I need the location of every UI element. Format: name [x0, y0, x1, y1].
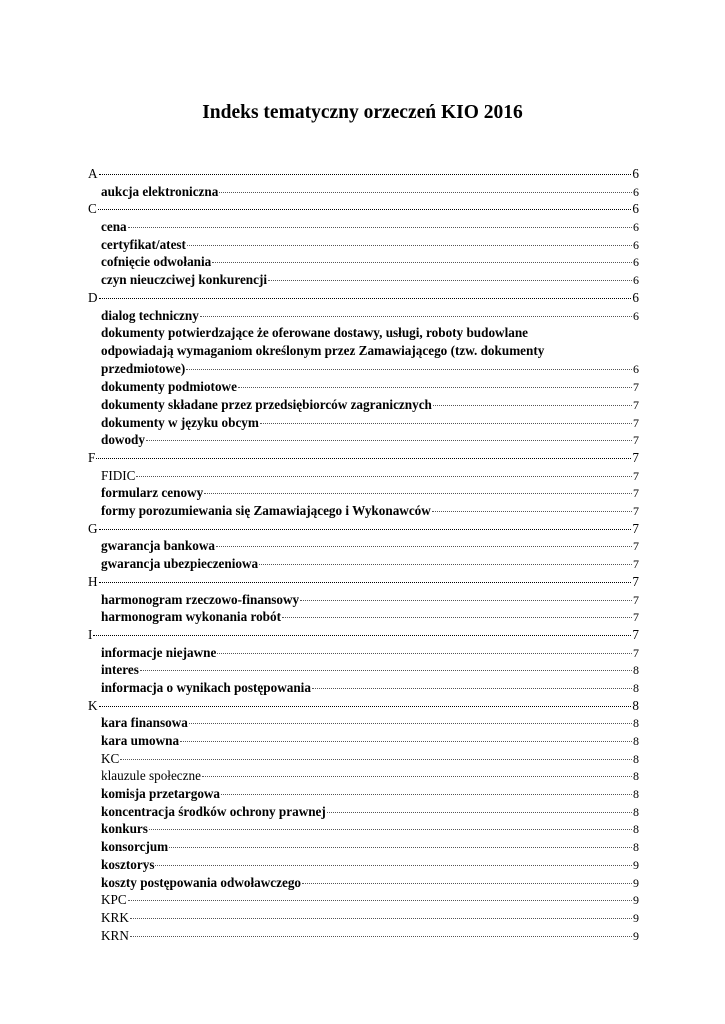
toc-page-number: 6 — [633, 308, 639, 323]
toc-entry[interactable] — [88, 891, 639, 909]
toc-letter-heading[interactable] — [88, 626, 639, 644]
toc-letter-label: F — [88, 450, 96, 466]
dot-leader — [187, 245, 632, 246]
toc-letter-label: A — [88, 166, 98, 181]
dot-leader — [149, 829, 632, 830]
toc-entry-label: dialog techniczny — [101, 307, 199, 323]
toc-entry-label: komisja przetargowa — [101, 786, 221, 802]
toc-entry-label: gwarancja ubezpieczeniowa — [101, 556, 259, 572]
toc-entry-label: dokumenty w języku obcym — [101, 414, 259, 430]
dot-leader — [136, 476, 632, 477]
toc-entry-label: gwarancja bankowa — [101, 538, 215, 554]
dot-leader — [432, 511, 632, 512]
toc-entry-label: certyfikat/atest — [101, 236, 186, 252]
toc-page-number: 7 — [633, 610, 639, 625]
dot-leader — [146, 440, 632, 441]
toc-page-number: 6 — [633, 361, 639, 376]
dot-leader — [98, 209, 632, 210]
toc-entry[interactable] — [88, 750, 639, 768]
toc-entry-label: KPC — [101, 892, 127, 908]
toc-entry-label: formularz cenowy — [101, 485, 204, 501]
toc-entry[interactable] — [88, 927, 639, 945]
toc-page-number: 6 — [632, 166, 639, 181]
dot-leader — [212, 262, 632, 263]
dot-leader — [217, 653, 632, 654]
toc-page-number: 7 — [633, 557, 639, 572]
dot-leader — [99, 298, 632, 299]
dot-leader — [180, 741, 632, 742]
dot-leader — [433, 405, 632, 406]
toc-entry-label: informacje niejawne — [101, 644, 217, 660]
toc-entry-label: harmonogram rzeczowo-finansowy — [101, 591, 300, 607]
toc-page-number: 6 — [633, 184, 639, 199]
toc-entry[interactable] — [88, 661, 639, 679]
dot-leader — [99, 529, 632, 530]
toc-entry[interactable] — [88, 218, 639, 236]
dot-leader — [99, 174, 632, 175]
toc-page-number: 7 — [632, 450, 639, 466]
toc-entry-label: informacja o wynikach postępowania — [101, 679, 311, 695]
toc-page-number: 7 — [633, 433, 639, 448]
toc-page-number: 7 — [633, 645, 639, 660]
toc-entry[interactable] — [88, 838, 639, 856]
dot-leader — [186, 369, 632, 370]
toc-entry[interactable] — [88, 714, 639, 732]
toc-entry[interactable] — [88, 785, 639, 803]
toc-entry[interactable] — [88, 537, 639, 555]
dot-leader — [312, 688, 632, 689]
toc-page-number: 9 — [633, 875, 639, 890]
toc-entry[interactable] — [88, 271, 639, 289]
toc-page-number: 7 — [632, 626, 639, 642]
toc-page-number: 7 — [633, 415, 639, 430]
toc-page-number: 6 — [633, 237, 639, 252]
toc-letter-heading[interactable] — [88, 165, 639, 183]
toc-entry[interactable] — [88, 324, 639, 378]
toc-entry-label-line: odpowiadają wymaganiom określonym przez Zamawiającego (tzw. dokumenty — [101, 342, 545, 358]
toc-entry-label-line: dokumenty potwierdzające że oferowane dostawy, usługi, roboty budowlane — [101, 325, 529, 341]
toc-page-number: 7 — [633, 504, 639, 519]
toc-page-number: 6 — [632, 289, 639, 305]
toc-page-number: 8 — [633, 804, 639, 819]
dot-leader — [268, 280, 632, 281]
toc-page-number: 8 — [633, 680, 639, 695]
toc-entry-label: dokumenty podmiotowe — [101, 379, 237, 395]
toc-entry-label: cena — [101, 219, 127, 235]
toc-letter-heading[interactable] — [88, 520, 639, 538]
toc-entry-label: kosztorys — [101, 856, 155, 872]
toc-entry-label: harmonogram wykonania robót — [101, 609, 282, 625]
toc-entry-label: kara finansowa — [101, 715, 188, 731]
dot-leader — [93, 635, 631, 636]
toc-page-number: 6 — [632, 201, 639, 217]
toc-letter-label: H — [88, 573, 98, 589]
toc-entry-label-line: przedmiotowe) — [101, 360, 186, 376]
toc-page-number: 7 — [633, 539, 639, 554]
toc-page-number: 8 — [633, 751, 639, 766]
toc-entry-label: koszty postępowania odwoławczego — [101, 874, 302, 890]
dot-leader — [216, 546, 632, 547]
dot-leader — [96, 458, 631, 459]
toc-page-number: 7 — [633, 397, 639, 412]
toc-page-number: 6 — [633, 220, 639, 235]
dot-leader — [99, 582, 632, 583]
toc-entry[interactable] — [88, 820, 639, 838]
toc-entry[interactable] — [88, 236, 639, 254]
toc-letter-heading[interactable] — [88, 200, 639, 218]
toc-entry[interactable] — [88, 608, 639, 626]
dot-leader — [238, 387, 632, 388]
toc-entry-label: koncentracja środków ochrony prawnej — [101, 803, 326, 819]
toc-page-number: 7 — [633, 592, 639, 607]
toc-entry[interactable] — [88, 307, 639, 325]
toc-page-number: 8 — [633, 663, 639, 678]
toc-page-number: 9 — [633, 928, 639, 943]
toc-entry-label: FIDIC — [101, 467, 136, 483]
toc-page-number: 8 — [633, 840, 639, 855]
toc-entry-label: czyn nieuczciwej konkurencji — [101, 272, 268, 288]
toc-letter-heading[interactable] — [88, 573, 639, 591]
dot-leader — [221, 794, 632, 795]
toc-page-number: 7 — [633, 486, 639, 501]
toc-entry-label: aukcja elektroniczna — [101, 183, 219, 199]
dot-leader — [130, 918, 632, 919]
toc-letter-label: K — [88, 697, 98, 713]
dot-leader — [155, 865, 632, 866]
toc-entry[interactable] — [88, 732, 639, 750]
toc-letter-label: D — [88, 289, 98, 305]
toc-entry-label: interes — [101, 662, 139, 678]
toc-entry-label: konkurs — [101, 821, 148, 837]
toc-entry-label: KC — [101, 750, 120, 766]
toc-entry[interactable] — [88, 253, 639, 271]
toc-entry-label: cofnięcie odwołania — [101, 254, 212, 270]
toc-entry-label: formy porozumiewania się Zamawiającego i Wykonawców — [101, 503, 431, 519]
dot-leader — [204, 493, 632, 494]
toc-entry[interactable] — [88, 467, 639, 485]
toc-entry[interactable] — [88, 591, 639, 609]
toc-entry-label: klauzule społeczne — [101, 768, 201, 784]
toc-entry[interactable] — [88, 679, 639, 697]
dot-leader — [259, 564, 632, 565]
toc-page-number: 9 — [633, 893, 639, 908]
toc-page-number: 8 — [633, 822, 639, 837]
toc-entry-label: dowody — [101, 432, 145, 448]
toc-entry[interactable] — [88, 431, 639, 449]
dot-leader — [130, 936, 632, 937]
toc-entry[interactable] — [88, 644, 639, 662]
dot-leader — [327, 812, 632, 813]
toc-entry[interactable] — [88, 183, 639, 201]
toc-page-number: 7 — [632, 573, 639, 589]
dot-leader — [200, 316, 632, 317]
dot-leader — [300, 600, 632, 601]
toc-entry[interactable] — [88, 396, 639, 414]
toc-entry[interactable] — [88, 803, 639, 821]
dot-leader — [128, 900, 632, 901]
toc-page-number: 8 — [633, 787, 639, 802]
dot-leader — [189, 723, 632, 724]
page-title: Indeks tematyczny orzeczeń KIO 2016 — [202, 102, 523, 123]
toc-entry-label: KRN — [101, 927, 129, 943]
toc-entry[interactable] — [88, 414, 639, 432]
dot-leader — [128, 227, 632, 228]
dot-leader — [219, 192, 632, 193]
toc-page-number: 8 — [633, 734, 639, 749]
dot-leader — [120, 759, 632, 760]
toc-letter-label: C — [88, 201, 97, 217]
dot-leader — [99, 706, 632, 707]
dot-leader — [260, 423, 632, 424]
toc-page-number: 6 — [633, 255, 639, 270]
toc-letter-label: I — [88, 626, 93, 642]
toc-letter-heading[interactable] — [88, 289, 639, 307]
toc-entry[interactable] — [88, 909, 639, 927]
toc-page-number: 8 — [633, 769, 639, 784]
toc-entry[interactable] — [88, 767, 639, 785]
toc-letter-heading[interactable] — [88, 697, 639, 715]
dot-leader — [169, 847, 632, 848]
toc-letter-heading[interactable] — [88, 449, 639, 467]
dot-leader — [302, 883, 632, 884]
dot-leader — [140, 670, 632, 671]
toc-entry[interactable] — [88, 874, 639, 892]
toc-page-number: 7 — [633, 468, 639, 483]
toc-entry[interactable] — [88, 856, 639, 874]
dot-leader — [282, 617, 632, 618]
toc-entry-label: KRK — [101, 909, 129, 925]
toc-page-number: 9 — [633, 910, 639, 925]
toc-list — [88, 165, 639, 944]
toc-entry[interactable] — [88, 555, 639, 573]
toc-page-number: 7 — [633, 380, 639, 395]
toc-entry[interactable] — [88, 502, 639, 520]
toc-page-number: 9 — [633, 857, 639, 872]
toc-page-number: 7 — [632, 520, 639, 536]
toc-entry-label: kara umowna — [101, 733, 180, 749]
toc-letter-label: G — [88, 520, 98, 536]
toc-page-number: 8 — [633, 716, 639, 731]
toc-entry-label: dokumenty składane przez przedsiębiorców zagranicznych — [101, 396, 432, 412]
toc-page-number: 8 — [632, 697, 639, 713]
toc-entry[interactable] — [88, 378, 639, 396]
toc-entry[interactable] — [88, 484, 639, 502]
dot-leader — [202, 776, 632, 777]
toc-page-number: 6 — [633, 273, 639, 288]
toc-entry-label: konsorcjum — [101, 839, 169, 855]
